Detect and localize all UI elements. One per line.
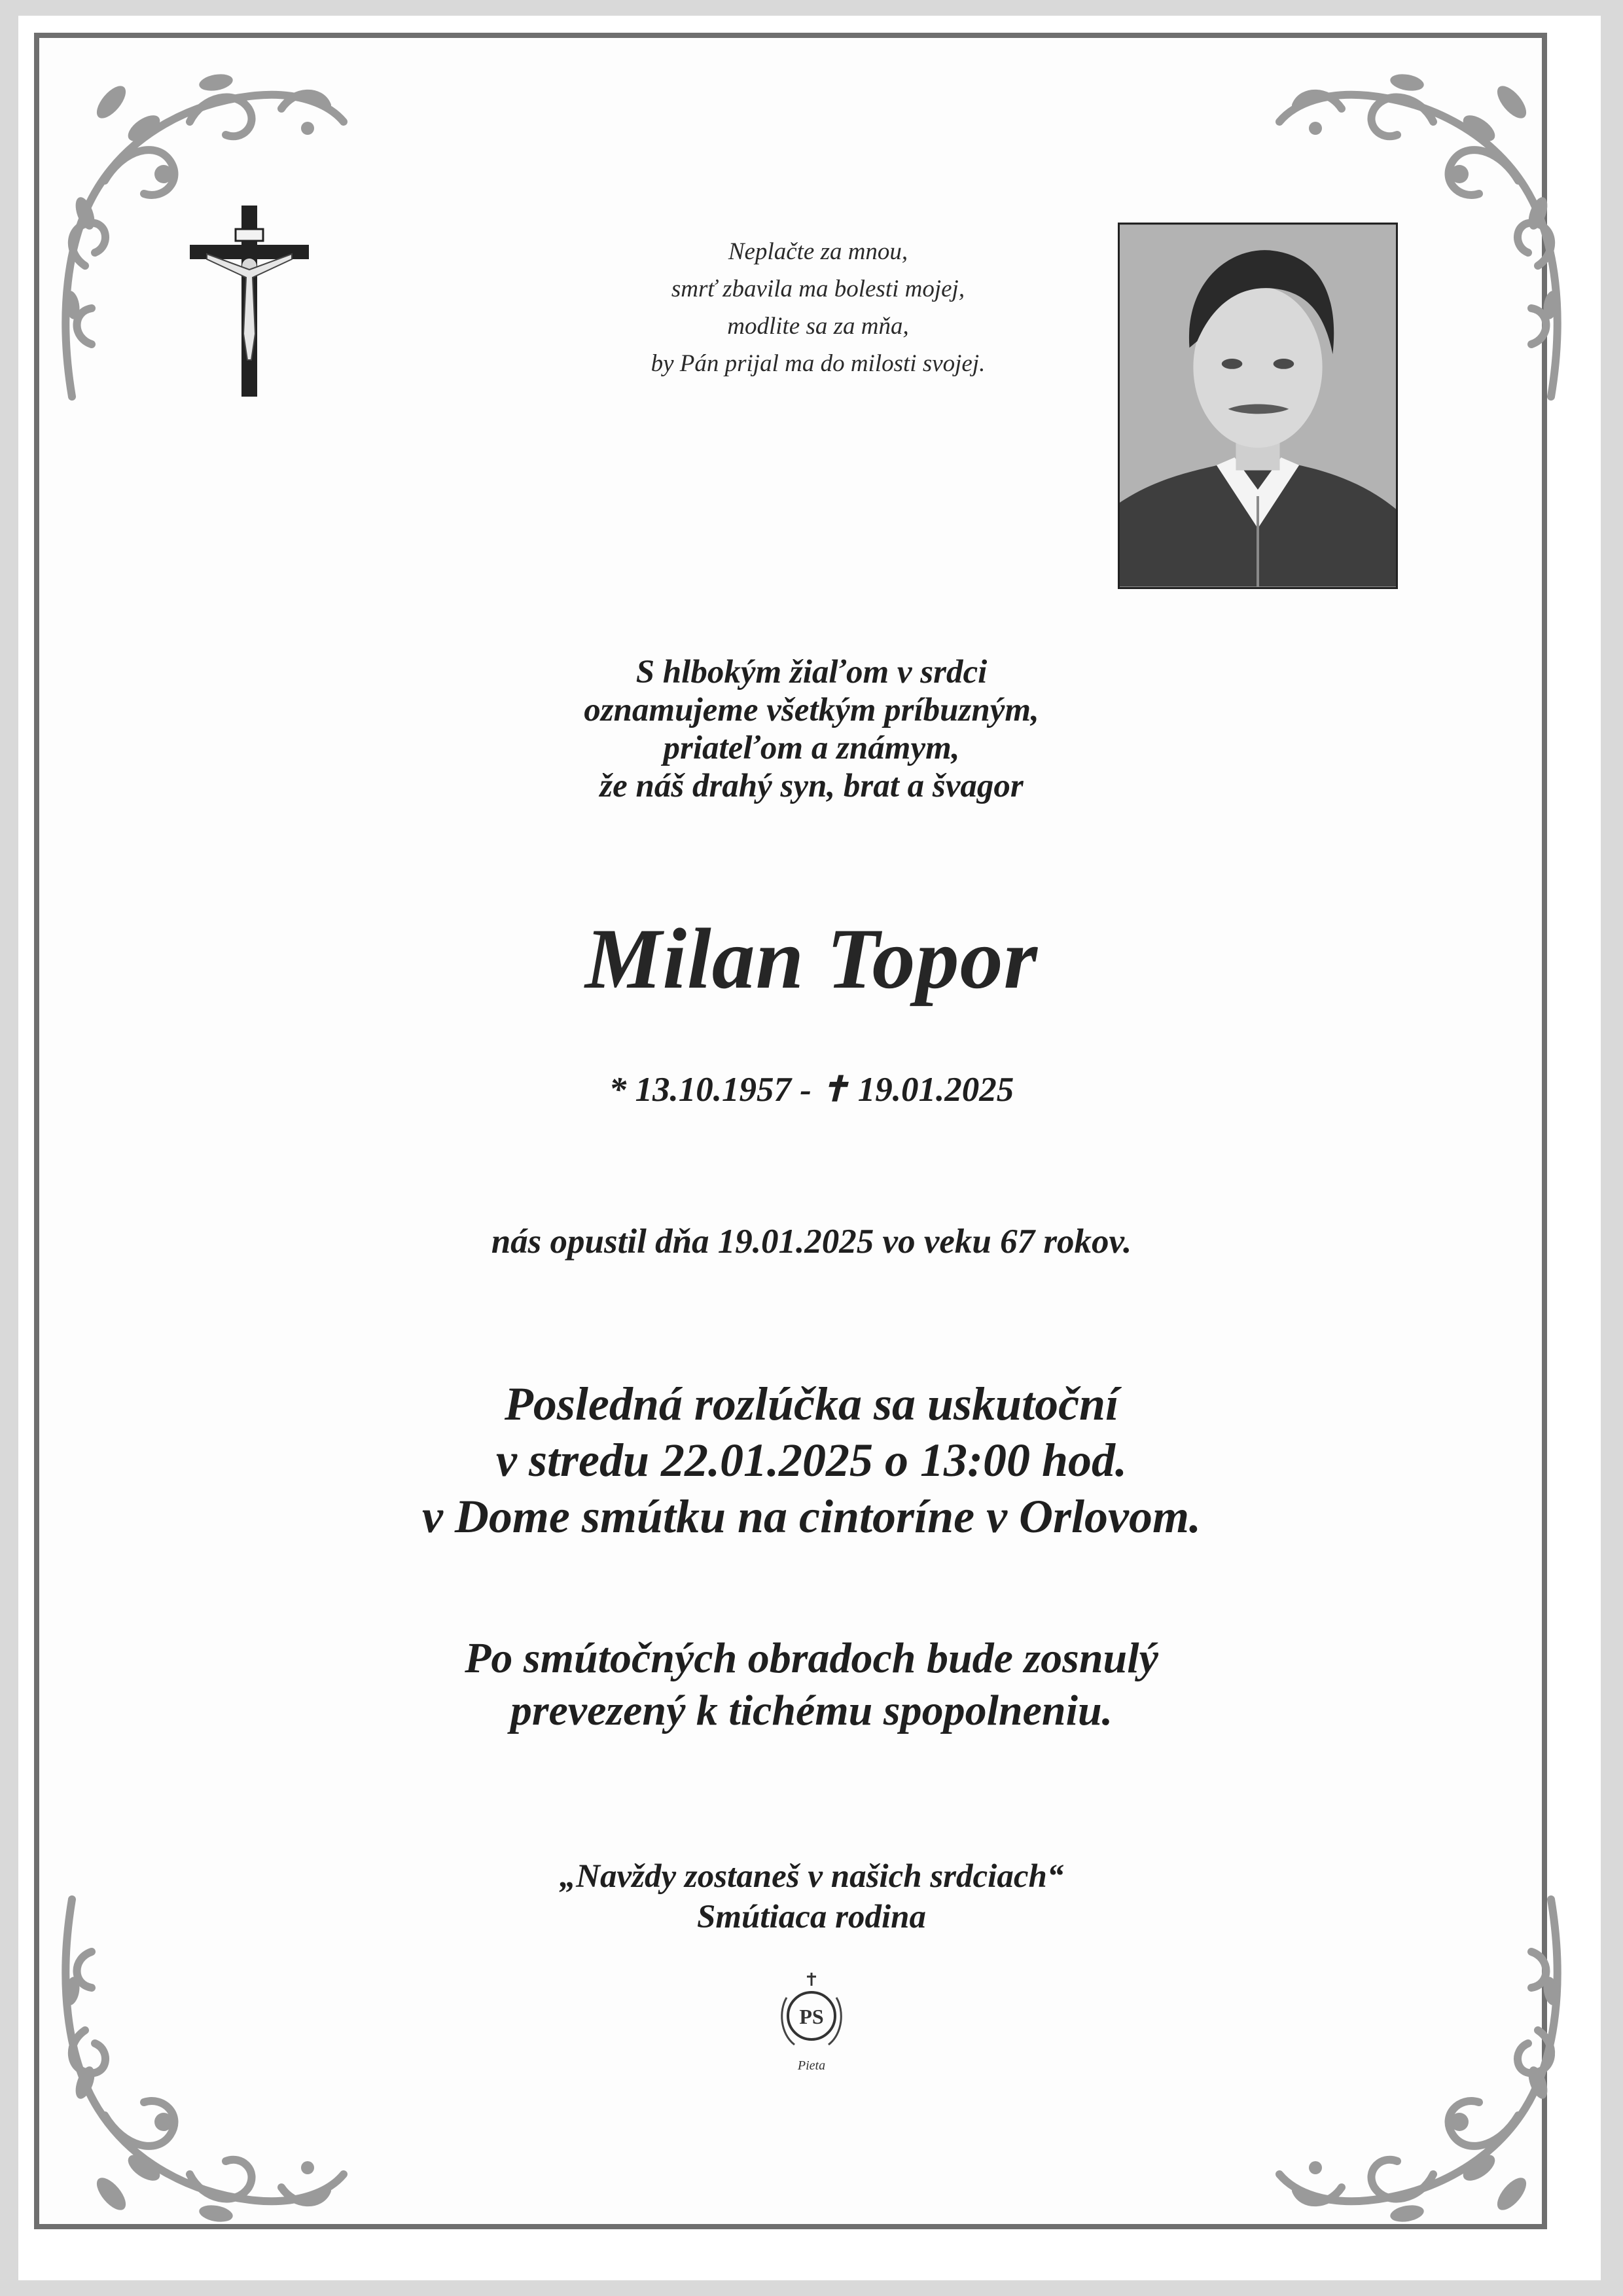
- deceased-name: Milan Topor: [584, 910, 1038, 1007]
- passing-notice: nás opustil dňa 19.01.2025 vo veku 67 rokov.: [491, 1223, 1132, 1261]
- portrait-photo: [1118, 223, 1398, 589]
- poem-line: Neplačte za mnou,: [728, 238, 908, 265]
- poem-line: by Pán prijal ma do milosti svojej.: [651, 350, 986, 377]
- cremation-line: prevezený k tichému spopolneniu.: [510, 1687, 1113, 1734]
- intro-line: S hlbokým žiaľom v srdci: [635, 654, 988, 691]
- closing: [0, 1856, 1623, 1937]
- funeral-line: Posledná rozlúčka sa uskutoční: [504, 1378, 1119, 1430]
- cremation-notice: [0, 1632, 1623, 1737]
- funeral-line: v stredu 22.01.2025 o 13:00 hod.: [495, 1434, 1128, 1486]
- svg-text:Pieta: Pieta: [797, 2058, 826, 2073]
- pieta-logo: [772, 1971, 851, 2076]
- poem-line: smrť zbavila ma bolesti mojej,: [671, 276, 965, 302]
- life-dates: * 13.10.1957 - ✝ 19.01.2025: [609, 1071, 1014, 1109]
- closing-signature: Smútiaca rodina: [696, 1899, 926, 1935]
- crucifix-icon: [187, 203, 312, 399]
- corner-ornament-bottom-left: [46, 1886, 353, 2253]
- poem: [497, 233, 1139, 382]
- funeral-line: v Dome smútku na cintoríne v Orlovom.: [421, 1490, 1202, 1543]
- intro-line: že náš drahý syn, brat a švagor: [599, 768, 1024, 804]
- svg-text:PS: PS: [799, 2005, 824, 2028]
- announcement-intro: [0, 653, 1623, 805]
- closing-quote: „Navždy zostaneš v našich srdciach“: [559, 1858, 1064, 1895]
- intro-line: oznamujeme všetkým príbuzným,: [584, 692, 1039, 728]
- intro-line: priateľom a známym,: [663, 730, 960, 766]
- funeral-details: [0, 1376, 1623, 1545]
- corner-ornament-bottom-right: [1270, 1886, 1577, 2253]
- poem-line: modlite sa za mňa,: [727, 313, 909, 340]
- cremation-line: Po smútočných obradoch bude zosnulý: [465, 1634, 1158, 1682]
